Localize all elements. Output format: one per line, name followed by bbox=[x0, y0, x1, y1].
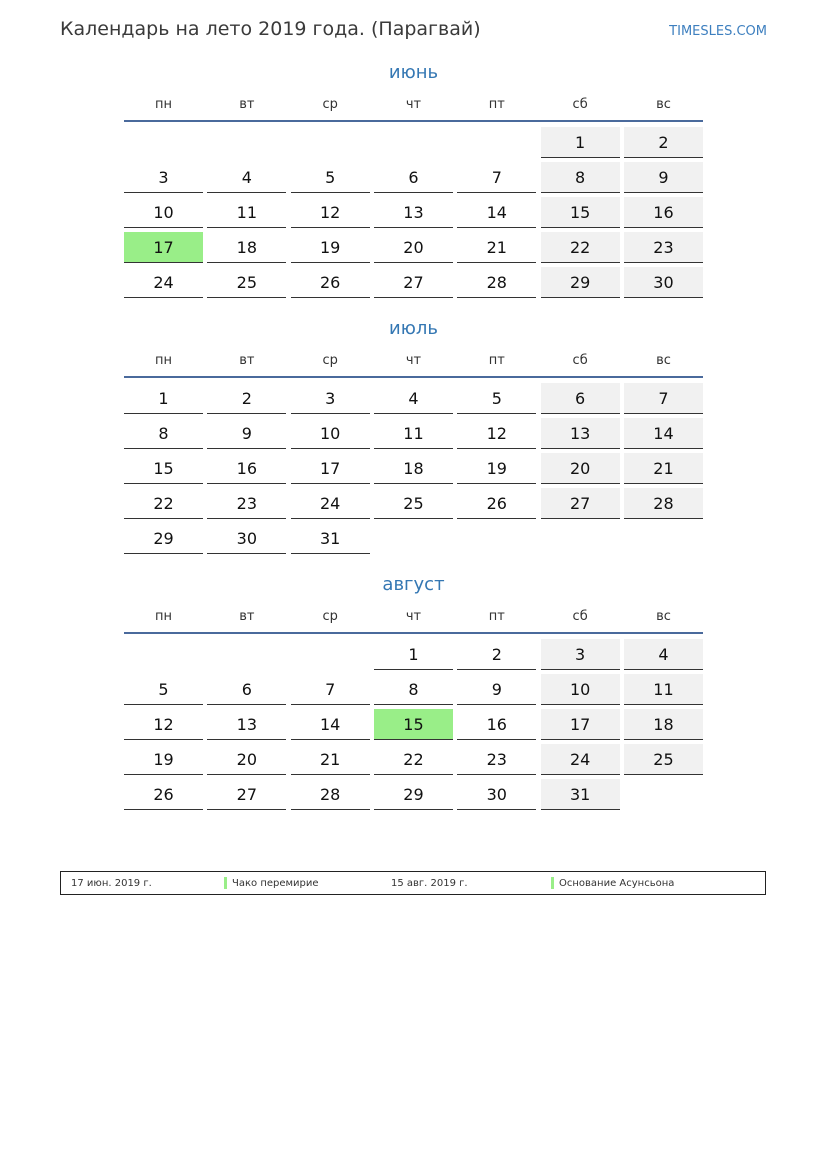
day-cell: 8 bbox=[541, 162, 620, 193]
day-cell: 28 bbox=[291, 779, 370, 810]
day-cell: 22 bbox=[124, 488, 203, 519]
header-divider bbox=[124, 376, 703, 378]
day-cell: 9 bbox=[624, 162, 703, 193]
day-cell: 21 bbox=[624, 453, 703, 484]
day-cell: 1 bbox=[541, 127, 620, 158]
weekday-label: пт bbox=[488, 609, 505, 624]
day-cell: 4 bbox=[374, 383, 453, 414]
legend-holiday-name: Основание Асунсьона bbox=[559, 878, 675, 889]
day-cell: 15 bbox=[541, 197, 620, 228]
day-cell: 2 bbox=[207, 383, 286, 414]
weekday-label: ср bbox=[322, 353, 338, 368]
day-cell: 3 bbox=[291, 383, 370, 414]
month-block bbox=[124, 62, 703, 298]
day-cell: 19 bbox=[291, 232, 370, 263]
day-cell: 10 bbox=[291, 418, 370, 449]
day-cell-holiday: 17 bbox=[124, 232, 203, 263]
day-cell: 8 bbox=[374, 674, 453, 705]
day-cell: 14 bbox=[624, 418, 703, 449]
day-cell: 30 bbox=[457, 779, 536, 810]
weekday-label: сб bbox=[572, 97, 588, 112]
day-cell: 5 bbox=[457, 383, 536, 414]
weekday-label: ср bbox=[322, 97, 338, 112]
day-cell: 16 bbox=[457, 709, 536, 740]
empty-cell bbox=[124, 639, 203, 670]
day-cell: 4 bbox=[624, 639, 703, 670]
day-cell: 14 bbox=[457, 197, 536, 228]
header-divider bbox=[124, 632, 703, 634]
day-cell: 31 bbox=[291, 523, 370, 554]
day-cell: 15 bbox=[124, 453, 203, 484]
day-cell: 31 bbox=[541, 779, 620, 810]
weekday-label: ср bbox=[322, 609, 338, 624]
legend-date: 15 авг. 2019 г. bbox=[391, 878, 468, 889]
day-cell: 23 bbox=[624, 232, 703, 263]
day-cell: 2 bbox=[457, 639, 536, 670]
day-cell: 10 bbox=[541, 674, 620, 705]
day-cell: 5 bbox=[291, 162, 370, 193]
day-cell: 28 bbox=[624, 488, 703, 519]
weekday-header bbox=[124, 350, 703, 372]
day-cell: 19 bbox=[457, 453, 536, 484]
day-cell: 12 bbox=[124, 709, 203, 740]
holiday-color-marker bbox=[551, 877, 554, 889]
day-cell: 1 bbox=[124, 383, 203, 414]
weekday-label: вс bbox=[656, 97, 671, 112]
day-cell: 8 bbox=[124, 418, 203, 449]
day-cell: 23 bbox=[457, 744, 536, 775]
day-cell: 23 bbox=[207, 488, 286, 519]
day-cell: 27 bbox=[541, 488, 620, 519]
empty-cell bbox=[291, 639, 370, 670]
day-cell: 11 bbox=[207, 197, 286, 228]
day-cell: 22 bbox=[374, 744, 453, 775]
weekday-label: пн bbox=[155, 609, 172, 624]
weekday-label: чт bbox=[405, 97, 422, 112]
day-cell: 30 bbox=[624, 267, 703, 298]
weekday-label: вт bbox=[239, 609, 255, 624]
day-cell: 24 bbox=[291, 488, 370, 519]
calendar bbox=[124, 62, 703, 830]
day-cell: 22 bbox=[541, 232, 620, 263]
day-cell: 9 bbox=[457, 674, 536, 705]
day-cell: 10 bbox=[124, 197, 203, 228]
day-cell: 25 bbox=[374, 488, 453, 519]
weekday-label: пн bbox=[155, 353, 172, 368]
day-cell: 14 bbox=[291, 709, 370, 740]
weekday-header bbox=[124, 606, 703, 628]
day-cell: 18 bbox=[207, 232, 286, 263]
day-cell: 7 bbox=[624, 383, 703, 414]
day-cell: 7 bbox=[291, 674, 370, 705]
day-cell: 3 bbox=[541, 639, 620, 670]
empty-cell bbox=[124, 127, 203, 158]
day-cell: 30 bbox=[207, 523, 286, 554]
day-cell: 13 bbox=[374, 197, 453, 228]
weekday-label: пт bbox=[488, 97, 505, 112]
weekday-label: чт bbox=[405, 609, 422, 624]
day-cell: 6 bbox=[541, 383, 620, 414]
day-cell: 11 bbox=[374, 418, 453, 449]
weekday-label: сб bbox=[572, 609, 588, 624]
day-cell: 17 bbox=[291, 453, 370, 484]
day-cell: 1 bbox=[374, 639, 453, 670]
day-cell: 5 bbox=[124, 674, 203, 705]
weekday-label: чт bbox=[405, 353, 422, 368]
site-link[interactable]: TIMESLES.COM bbox=[669, 24, 767, 39]
empty-cell bbox=[457, 127, 536, 158]
day-cell: 25 bbox=[207, 267, 286, 298]
day-cell: 13 bbox=[207, 709, 286, 740]
day-cell: 24 bbox=[124, 267, 203, 298]
legend-date: 17 июн. 2019 г. bbox=[71, 878, 152, 889]
day-cell: 26 bbox=[291, 267, 370, 298]
empty-cell bbox=[207, 127, 286, 158]
day-cell: 18 bbox=[374, 453, 453, 484]
holiday-color-marker bbox=[224, 877, 227, 889]
weekday-label: пт bbox=[488, 353, 505, 368]
weekday-label: вс bbox=[656, 609, 671, 624]
day-cell: 2 bbox=[624, 127, 703, 158]
day-cell: 16 bbox=[207, 453, 286, 484]
month-title: август bbox=[382, 574, 445, 595]
header-divider bbox=[124, 120, 703, 122]
page-title: Календарь на лето 2019 года. (Парагвай) bbox=[60, 18, 481, 40]
month-title: июнь bbox=[388, 62, 439, 83]
day-cell: 6 bbox=[374, 162, 453, 193]
day-cell: 18 bbox=[624, 709, 703, 740]
month-title: июль bbox=[389, 318, 438, 339]
day-cell: 21 bbox=[457, 232, 536, 263]
weekday-label: вс bbox=[656, 353, 671, 368]
day-cell-holiday: 15 bbox=[374, 709, 453, 740]
day-cell: 20 bbox=[541, 453, 620, 484]
day-cell: 24 bbox=[541, 744, 620, 775]
day-cell: 29 bbox=[124, 523, 203, 554]
day-cell: 28 bbox=[457, 267, 536, 298]
day-cell: 9 bbox=[207, 418, 286, 449]
day-cell: 12 bbox=[457, 418, 536, 449]
month-block bbox=[124, 318, 703, 554]
day-cell: 27 bbox=[207, 779, 286, 810]
day-cell: 11 bbox=[624, 674, 703, 705]
day-cell: 19 bbox=[124, 744, 203, 775]
day-cell: 3 bbox=[124, 162, 203, 193]
month-block bbox=[124, 574, 703, 810]
weekday-label: вт bbox=[239, 97, 255, 112]
day-cell: 20 bbox=[374, 232, 453, 263]
day-cell: 26 bbox=[457, 488, 536, 519]
day-cell: 6 bbox=[207, 674, 286, 705]
day-cell: 4 bbox=[207, 162, 286, 193]
day-grid bbox=[124, 639, 703, 810]
holiday-legend bbox=[60, 871, 766, 895]
weekday-header bbox=[124, 94, 703, 116]
weekday-label: вт bbox=[239, 353, 255, 368]
day-grid bbox=[124, 383, 703, 554]
day-cell: 17 bbox=[541, 709, 620, 740]
day-cell: 25 bbox=[624, 744, 703, 775]
day-cell: 29 bbox=[374, 779, 453, 810]
empty-cell bbox=[291, 127, 370, 158]
legend-holiday-name: Чако перемирие bbox=[232, 878, 319, 889]
weekday-label: пн bbox=[155, 97, 172, 112]
day-cell: 26 bbox=[124, 779, 203, 810]
day-cell: 13 bbox=[541, 418, 620, 449]
day-cell: 12 bbox=[291, 197, 370, 228]
empty-cell bbox=[374, 127, 453, 158]
day-cell: 29 bbox=[541, 267, 620, 298]
weekday-label: сб bbox=[572, 353, 588, 368]
day-cell: 7 bbox=[457, 162, 536, 193]
day-cell: 21 bbox=[291, 744, 370, 775]
empty-cell bbox=[207, 639, 286, 670]
day-grid bbox=[124, 127, 703, 298]
day-cell: 16 bbox=[624, 197, 703, 228]
day-cell: 20 bbox=[207, 744, 286, 775]
day-cell: 27 bbox=[374, 267, 453, 298]
